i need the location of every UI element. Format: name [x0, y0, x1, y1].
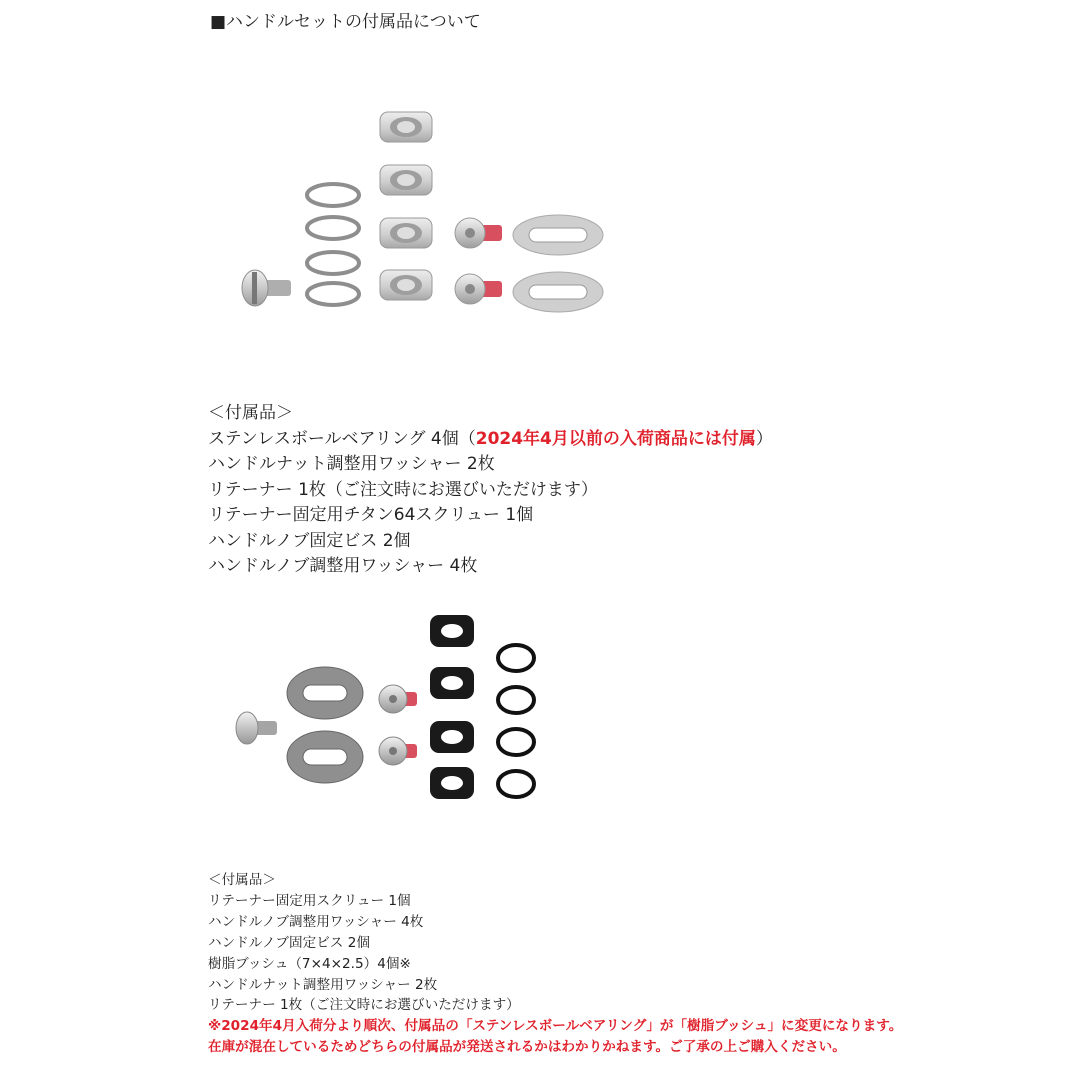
list-item: ハンドルナット調整用ワッシャー 2枚 [208, 454, 495, 474]
list-item: ハンドルノブ固定ビス 2個 [208, 530, 411, 551]
ball-bearing-icon [380, 112, 432, 300]
resin-bush-icon [430, 615, 474, 799]
list-item: ハンドルナット調整用ワッシャー 2枚 [208, 976, 438, 993]
slotted-screw-icon [236, 712, 277, 744]
retainer-plate-icon [513, 215, 603, 312]
highlight-note: 2024年4月以前の入荷商品には付属 [475, 428, 756, 449]
warning-note: ※2024年4月入荷分より順次、付属品の「ステンレスボールベアリング」が「樹脂ブッシュ」に変更になります。 [208, 1018, 903, 1035]
list-heading: ＜付属品＞ [208, 403, 293, 423]
list-item: 樹脂ブッシュ（7×4×2.5）4個※ [208, 955, 411, 972]
list-item: リテーナー固定用チタン64スクリュー 1個 [208, 505, 534, 525]
list-item: リテーナー 1枚（ご注文時にお選びいただけます） [208, 997, 520, 1014]
list-item: リテーナー 1枚（ご注文時にお選びいただけます） [208, 479, 598, 500]
slotted-screw-icon [242, 270, 291, 306]
warning-note: 在庫が混在しているためどちらの付属品が発送されるかはわかりかねます。ご了承の上ご購入ください。 [208, 1039, 846, 1056]
list-item: リテーナー固定用スクリュー 1個 [208, 892, 411, 909]
list-heading: ＜付属品＞ [208, 872, 276, 888]
section-title: ■ハンドルセットの付属品について [210, 12, 481, 32]
list-item: ハンドルノブ固定ビス 2個 [208, 934, 370, 951]
accessory-list-2 [208, 870, 902, 1058]
torx-screw-icon [379, 685, 417, 765]
torx-screw-icon [455, 218, 502, 304]
accessory-list-1 [208, 401, 773, 580]
list-item: ステンレスボールベアリング 4個（2024年4月以前の入荷商品には付属） [208, 428, 773, 449]
resin-bush-parts-photo [225, 605, 555, 825]
washer-icon [498, 645, 534, 797]
stainless-parts-photo [225, 95, 625, 335]
retainer-plate-icon [287, 667, 363, 783]
list-item: ハンドルノブ調整用ワッシャー 4枚 [208, 556, 478, 576]
washer-icon [307, 184, 359, 305]
list-item: ハンドルノブ調整用ワッシャー 4枚 [208, 913, 424, 930]
